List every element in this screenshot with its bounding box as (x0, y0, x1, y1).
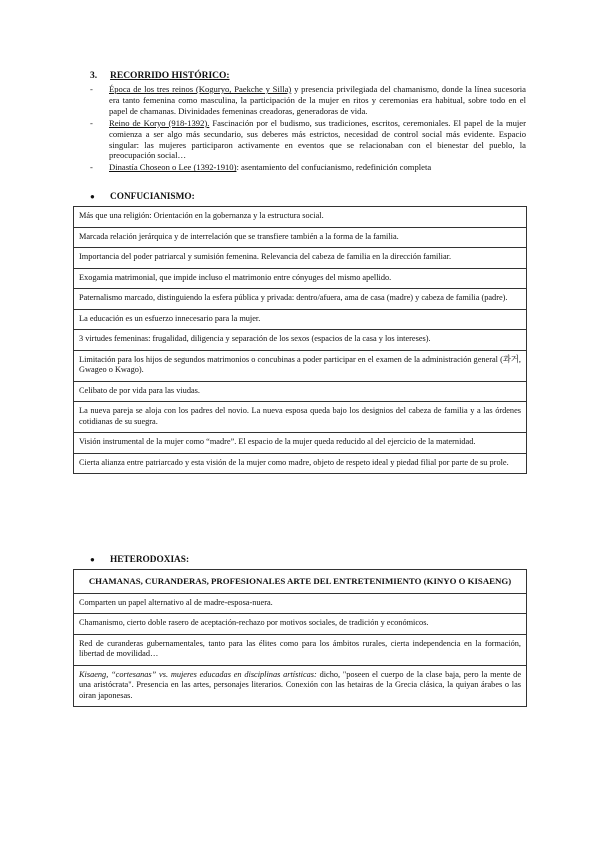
table-cell: Cierta alianza entre patriarcado y esta visión de la mujer como madre, objeto de respeto ideal y piedad filial por parte de su prole. (74, 453, 527, 474)
heterodoxias-table (73, 569, 527, 707)
recorrido-heading (90, 71, 230, 81)
period-link: Dinastía Choseon o Lee (1392-1910) (109, 162, 237, 173)
confucianismo-table (73, 206, 527, 474)
period-link: Época de los tres reinos (Koguryo, Paekche y Silla) (109, 84, 292, 94)
table-cell: Exogamia matrimonial, que impide incluso el matrimonio entre cónyuges del mismo apellido. (74, 268, 527, 289)
table-row (74, 350, 527, 381)
table-row (74, 309, 527, 330)
confucianismo-heading (90, 192, 195, 202)
historical-list (90, 84, 526, 174)
bullet-icon: ● (90, 192, 95, 201)
table-row (74, 634, 527, 665)
list-item (90, 84, 526, 117)
section-title: RECORRIDO HISTÓRICO: (110, 71, 230, 81)
table-row (74, 665, 527, 707)
heading-text: CONFUCIANISMO: (110, 192, 195, 202)
table-row (74, 614, 527, 635)
table-cell: Más que una religión: Orientación en la gobernanza y la estructura social. (74, 207, 527, 228)
table-row (74, 402, 527, 433)
table-row (74, 330, 527, 351)
list-dash: - (90, 117, 93, 128)
kisaeng-text: dicho, "poseen el cuerpo de la clase baja, pero la mente de una aristócrata". Presencia en las artes, personajes literarios. Conexión con las hetairas de la Grecia clásica, la quiyan árabes o las oiran japonesas. (79, 669, 522, 700)
table-row (74, 289, 527, 310)
heterodoxias-heading (90, 555, 189, 565)
table-cell: Importancia del poder patriarcal y sumisión femenina. Relevancia del cabeza de familia en la dirección familiar. (74, 248, 527, 269)
table-cell: Chamanismo, cierto doble rasero de aceptación-rechazo por motivos sociales, de tradición y económicos. (74, 614, 527, 635)
table-cell: Paternalismo marcado, distinguiendo la esfera pública y privada: dentro/afuera, ama de casa (madre) y cabeza de familia (padre). (74, 289, 527, 310)
table-cell: 3 virtudes femeninas: frugalidad, diligencia y separación de los sexos (espacios de la casa y los intereses). (74, 330, 527, 351)
table-row (74, 227, 527, 248)
table-cell: Red de curanderas gubernamentales, tanto para las élites como para los ámbitos rurales, cierta independencia en la formación, libertad de movilidad… (74, 634, 527, 665)
table-cell: Limitación para los hijos de segundos matrimonios o concubinas a poder participar en el examen de la administración general (과거, Gwageo o Kwago). (74, 350, 527, 381)
period-text: : asentamiento del confucianismo, redefinición completa (236, 162, 432, 173)
table-row (74, 268, 527, 289)
table-row (74, 248, 527, 269)
period-text: Fascinación por el budismo, sus tradiciones, escritos, ceremoniales. El papel de la mujer comienza a ser algo más secundario, sus deberes más estrictos, necesidad de control social más evidente. Espacio singular: las mujeres participaron activamente en eventos que se relacionaban con el bienestar del pueblo, la preocupación social… (109, 117, 526, 161)
table-cell: Visión instrumental de la mujer como “madre”. El espacio de la mujer queda reducido al del ejercicio de la maternidad. (74, 433, 527, 454)
table-row (74, 453, 527, 474)
heading-text: HETERODOXIAS: (110, 555, 190, 565)
bullet-icon: ● (90, 555, 95, 564)
list-dash: - (90, 84, 93, 94)
table-row (74, 207, 527, 228)
table-row (74, 433, 527, 454)
table-row (74, 381, 527, 402)
table-cell (74, 665, 527, 707)
table-cell: Comparten un papel alternativo al de madre-esposa-nuera. (74, 593, 527, 614)
section-number: 3. (90, 71, 98, 81)
kisaeng-italic: Kisaeng, “cortesanas” vs. mujeres educadas en disciplinas artísticas: (79, 669, 317, 679)
table-cell: La nueva pareja se aloja con los padres del novio. La nueva esposa queda bajo los designios del cabeza de familia y a las órdenes cotidianas de su suegra. (74, 402, 527, 433)
period-link: Reino de Koryo (918-1392). (109, 117, 210, 128)
table-cell: Marcada relación jerárquica y de interrelación que se transfiere también a la forma de la familia. (74, 227, 527, 248)
table-row (74, 593, 527, 614)
period-text: y presencia privilegiada del chamanismo, donde la línea sucesoria era tanto femenina como masculina, la participación de la mujer en ritos y ceremonias era habitual, sobre todo en el papel de chamanas. Divinidades femeninas creadoras, generadoras de vida. (109, 84, 526, 116)
table-cell: La educación es un esfuerzo innecesario para la mujer. (74, 309, 527, 330)
table-header-row (74, 570, 527, 594)
list-item (90, 118, 526, 162)
table-header: CHAMANAS, CURANDERAS, PROFESIONALES ARTE DEL ENTRETENIMIENTO (KINYO O KISAENG) (74, 570, 527, 594)
list-dash: - (90, 162, 93, 173)
list-item (90, 162, 526, 173)
table-cell: Celibato de por vida para las viudas. (74, 381, 527, 402)
